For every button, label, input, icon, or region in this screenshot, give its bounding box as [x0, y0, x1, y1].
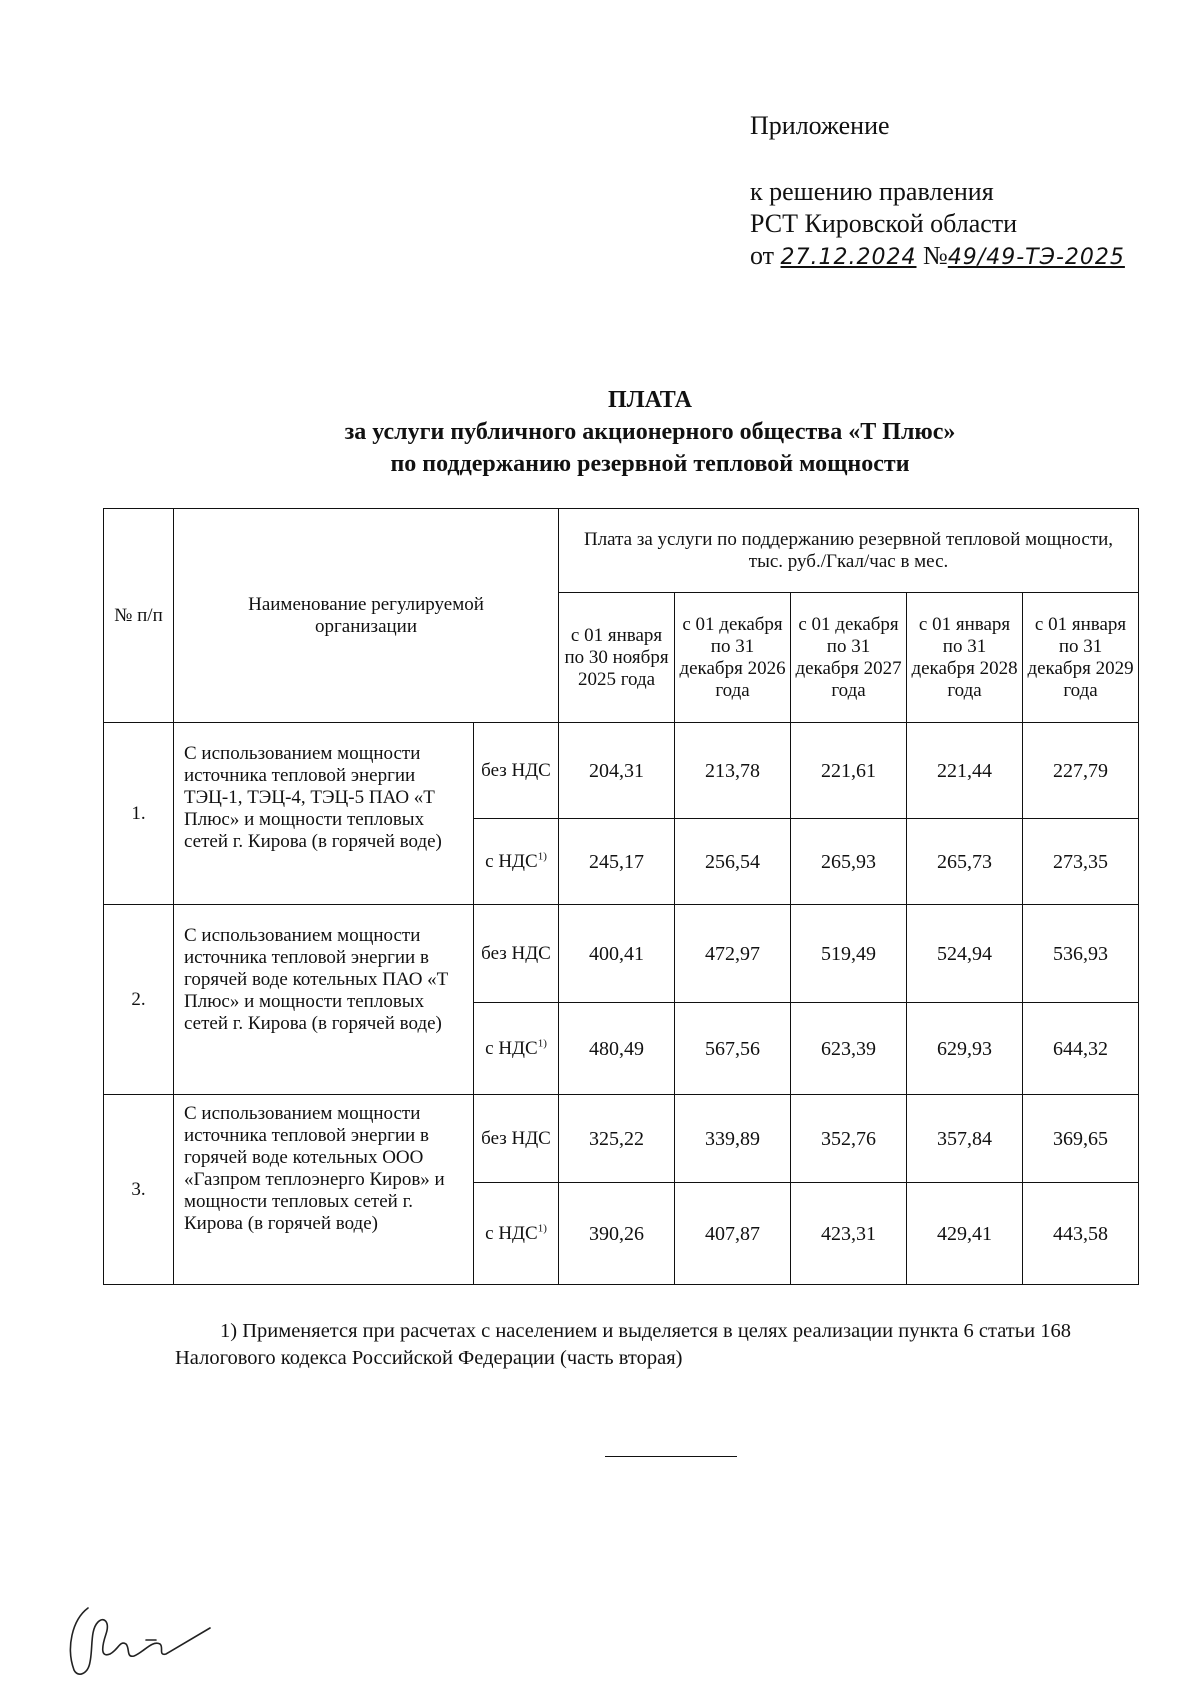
footnote-mark: 1)	[537, 850, 547, 863]
table-row	[104, 723, 1139, 819]
value-cell: 221,61	[791, 723, 907, 819]
header-fee: Плата за услуги по поддержанию резервной тепловой мощности, тыс. руб./Гкал/час в мес.	[559, 509, 1139, 593]
footnote-mark: 1)	[537, 1037, 547, 1050]
appendix-line-authority: РСТ Кировской области	[750, 209, 1018, 238]
value-cell: 536,93	[1023, 905, 1139, 1003]
value-cell: 423,31	[791, 1183, 907, 1285]
fee-table	[103, 508, 1139, 1285]
vat-label-with	[474, 1003, 559, 1095]
value-cell: 357,84	[907, 1095, 1023, 1183]
row-org: С использованием мощности источника тепловой энергии в горячей воде котельных ООО «Газпром теплоэнерго Киров» и мощности тепловых сетей г. Кирова (в горячей воде)	[174, 1095, 474, 1285]
row-org: С использованием мощности источника тепловой энергии ТЭЦ-1, ТЭЦ-4, ТЭЦ-5 ПАО «Т Плюс» и мощности тепловых сетей г. Кирова (в горячей воде)	[174, 723, 474, 905]
value-cell: 204,31	[559, 723, 675, 819]
number-prefix: №	[923, 241, 948, 270]
vat-label-with	[474, 1183, 559, 1285]
value-cell: 213,78	[675, 723, 791, 819]
vat-label-with	[474, 819, 559, 905]
value-cell: 245,17	[559, 819, 675, 905]
value-cell: 325,22	[559, 1095, 675, 1183]
table-row	[104, 1095, 1139, 1183]
doc-title: ПЛАТА	[608, 387, 692, 413]
handwritten-date: 27.12.2024	[780, 245, 917, 270]
value-cell: 629,93	[907, 1003, 1023, 1095]
appendix-line-date-number	[750, 240, 1190, 274]
table-header-row	[104, 509, 1139, 593]
vat-label-without: без НДС	[474, 905, 559, 1003]
value-cell: 644,32	[1023, 1003, 1139, 1095]
value-cell: 519,49	[791, 905, 907, 1003]
appendix-block	[750, 110, 1190, 274]
vat-label-text: с НДС	[485, 1037, 538, 1059]
row-num: 2.	[104, 905, 174, 1095]
footnote: 1) Применяется при расчетах с населением и выделяется в целях реализации пункта 6 статьи 168 Налогового кодекса Российской Федерации (часть вторая)	[175, 1320, 1071, 1369]
period-4: с 01 января по 31 декабря 2028 года	[907, 593, 1023, 723]
appendix-line-decision: к решению правления	[750, 177, 994, 206]
doc-subtitle-2: по поддержанию резервной тепловой мощности	[390, 451, 910, 477]
value-cell: 265,73	[907, 819, 1023, 905]
value-cell: 524,94	[907, 905, 1023, 1003]
closing-separator	[605, 1456, 737, 1457]
appendix-title: Приложение	[750, 111, 890, 140]
signature-icon	[60, 1600, 230, 1680]
value-cell: 273,35	[1023, 819, 1139, 905]
table-row	[104, 905, 1139, 1003]
period-2: с 01 декабря по 31 декабря 2026 года	[675, 593, 791, 723]
value-cell: 623,39	[791, 1003, 907, 1095]
footnote-mark: 1)	[537, 1222, 547, 1235]
value-cell: 390,26	[559, 1183, 675, 1285]
value-cell: 256,54	[675, 819, 791, 905]
value-cell: 400,41	[559, 905, 675, 1003]
vat-label-without: без НДС	[474, 1095, 559, 1183]
row-num: 3.	[104, 1095, 174, 1285]
value-cell: 443,58	[1023, 1183, 1139, 1285]
value-cell: 407,87	[675, 1183, 791, 1285]
value-cell: 227,79	[1023, 723, 1139, 819]
value-cell: 567,56	[675, 1003, 791, 1095]
vat-label-text: с НДС	[485, 1222, 538, 1244]
vat-label-text: с НДС	[485, 850, 538, 872]
doc-subtitle-1: за услуги публичного акционерного общества «Т Плюс»	[344, 419, 956, 445]
header-num: № п/п	[104, 509, 174, 723]
handwritten-number: 49/49-ТЭ-2025	[947, 245, 1125, 270]
header-org: Наименование регулируемой организации	[174, 509, 559, 723]
row-num: 1.	[104, 723, 174, 905]
value-cell: 221,44	[907, 723, 1023, 819]
period-3: с 01 декабря по 31 декабря 2027 года	[791, 593, 907, 723]
row-org: С использованием мощности источника тепловой энергии в горячей воде котельных ПАО «Т Плюс» и мощности тепловых сетей г. Кирова (в горячей воде)	[174, 905, 474, 1095]
vat-label-without: без НДС	[474, 723, 559, 819]
value-cell: 472,97	[675, 905, 791, 1003]
period-5: с 01 января по 31 декабря 2029 года	[1023, 593, 1139, 723]
value-cell: 369,65	[1023, 1095, 1139, 1183]
value-cell: 352,76	[791, 1095, 907, 1183]
value-cell: 480,49	[559, 1003, 675, 1095]
date-prefix: от	[750, 241, 775, 270]
period-1: с 01 января по 30 ноября 2025 года	[559, 593, 675, 723]
value-cell: 265,93	[791, 819, 907, 905]
value-cell: 429,41	[907, 1183, 1023, 1285]
value-cell: 339,89	[675, 1095, 791, 1183]
